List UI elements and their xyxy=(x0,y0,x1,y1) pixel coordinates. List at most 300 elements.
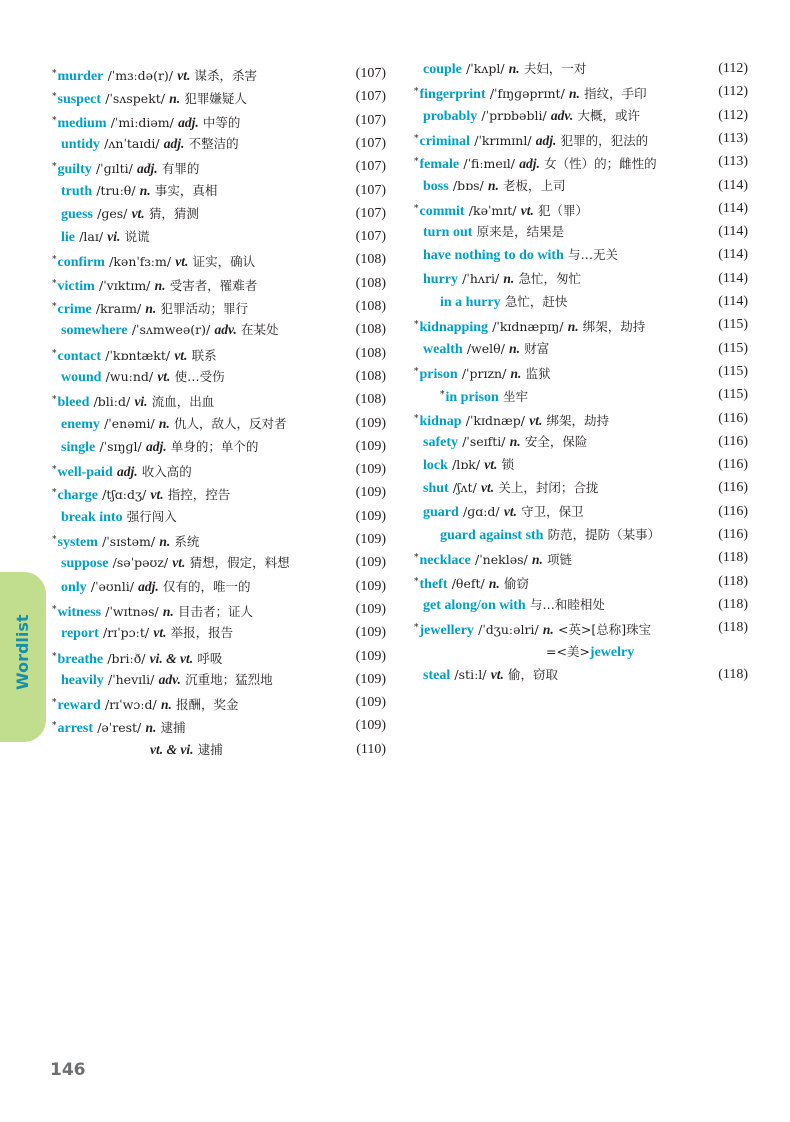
star-marker: * xyxy=(414,413,419,424)
entry-page-ref: (109) xyxy=(355,695,386,711)
star-marker: * xyxy=(414,576,419,587)
entry-word: suspect xyxy=(57,92,102,108)
entry-word: charge xyxy=(57,488,98,504)
star-marker: * xyxy=(414,203,419,214)
entry-head xyxy=(414,315,645,338)
wordlist-entry xyxy=(52,740,386,760)
entry-part-of-speech: vt. xyxy=(481,480,495,496)
entry-part-of-speech: vt. xyxy=(529,412,543,428)
entry-page-ref: (114) xyxy=(718,224,748,240)
entry-head xyxy=(52,577,251,598)
entry-word: turn out xyxy=(423,225,473,241)
star-marker: * xyxy=(414,366,419,377)
entry-part-of-speech: vt. xyxy=(172,555,186,571)
entry-head xyxy=(414,339,549,360)
entry-page-ref: (109) xyxy=(355,648,386,664)
entry-part-of-speech: adj. xyxy=(116,464,138,480)
entry-word: suppose xyxy=(61,556,109,572)
entry-page-ref: (115) xyxy=(718,317,748,333)
wordlist-entry xyxy=(414,618,748,638)
entry-head xyxy=(52,181,217,202)
entry-definition: 指控，控告 xyxy=(167,487,231,503)
wordlist-entry xyxy=(414,665,748,685)
entry-head xyxy=(414,269,581,290)
entry-phonetic: /ˈhʌri/ xyxy=(462,270,500,286)
entry-head xyxy=(414,152,657,175)
wordlist-entry xyxy=(52,320,386,340)
entry-definition: 犯（罪） xyxy=(538,202,589,218)
entry-definition: 报酬，奖金 xyxy=(176,697,239,713)
entry-head xyxy=(52,344,217,367)
entry-word: heavily xyxy=(61,672,104,688)
entry-definition: 流血，出血 xyxy=(151,394,215,410)
wordlist-entry xyxy=(52,204,386,224)
entry-phonetic: /ˈprɪzn/ xyxy=(461,365,507,381)
entry-part-of-speech: n. xyxy=(159,534,171,549)
entry-part-of-speech: vt. xyxy=(150,487,164,503)
entry-definition: <英>[总称]珠宝 xyxy=(557,622,652,638)
entry-word: medium xyxy=(57,115,107,131)
entry-head xyxy=(52,297,248,320)
entry-word: guard xyxy=(423,504,459,520)
entry-page-ref: (108) xyxy=(355,368,386,384)
entry-head xyxy=(414,502,584,523)
entry-part-of-speech: n. xyxy=(162,603,174,619)
entry-part-of-speech: adj. xyxy=(519,156,540,172)
entry-definition: 举报，报告 xyxy=(170,625,234,641)
entry-phonetic: /tʃɑːdʒ/ xyxy=(102,487,147,503)
entry-page-ref: (107) xyxy=(355,205,386,221)
entry-part-of-speech: n. xyxy=(531,552,543,568)
entry-definition: 财富 xyxy=(524,340,550,356)
entry-page-ref: (118) xyxy=(718,596,748,612)
wordlist-entry xyxy=(414,642,748,662)
entry-page-ref: (108) xyxy=(355,392,386,408)
entry-part-of-speech: adv. xyxy=(214,322,237,338)
entry-word: guilty xyxy=(57,162,92,178)
wordlist-entry xyxy=(414,82,748,102)
entry-page-ref: (109) xyxy=(355,508,386,524)
entry-part-of-speech: vi. xyxy=(134,394,148,410)
entry-definition: 犯罪活动；罪行 xyxy=(160,301,248,316)
entry-word: hurry xyxy=(423,271,458,287)
entry-page-ref: (109) xyxy=(355,438,386,454)
entry-word: lock xyxy=(423,458,448,474)
entry-definition: 原来是，结果是 xyxy=(476,224,565,240)
entry-head xyxy=(414,595,605,616)
entry-definition: 收入高的 xyxy=(141,464,192,480)
entry-definition: 防范，提防（某事） xyxy=(547,527,661,542)
entry-page-ref: (107) xyxy=(355,135,386,151)
entry-head xyxy=(414,222,564,243)
entry-part-of-speech: n. xyxy=(508,61,520,76)
entry-page-ref: (108) xyxy=(355,299,386,314)
entry-word: contact xyxy=(57,348,102,364)
entry-definition: 谋杀，杀害 xyxy=(194,68,258,83)
entry-page-ref: (109) xyxy=(355,415,386,431)
wordlist-entry xyxy=(52,390,386,410)
entry-phonetic: /ˈvɪktɪm/ xyxy=(99,277,151,293)
entry-head xyxy=(52,460,192,483)
entry-part-of-speech: adj. xyxy=(178,114,199,130)
entry-phonetic: /ˈsʌspekt/ xyxy=(105,91,166,107)
entry-phonetic: /ˈkɒntækt/ xyxy=(105,347,171,363)
entry-definition: 在某处 xyxy=(241,322,279,338)
entry-page-ref: (114) xyxy=(718,270,748,286)
wordlist-entry xyxy=(414,409,748,429)
entry-page-ref: (115) xyxy=(718,363,748,379)
entry-word: boss xyxy=(423,178,449,194)
wordlist-entry xyxy=(414,222,748,242)
entry-head xyxy=(414,82,647,105)
star-marker: * xyxy=(52,488,57,499)
entry-part-of-speech: vt. xyxy=(174,347,188,363)
entry-definition: 项链 xyxy=(547,552,573,568)
entry-phonetic: /lɒk/ xyxy=(452,457,481,473)
entry-phonetic: /θeft/ xyxy=(451,575,485,591)
entry-head xyxy=(52,250,255,273)
star-marker: * xyxy=(52,115,57,126)
entry-head xyxy=(414,642,634,663)
entry-definition: 绑架，劫持 xyxy=(582,319,646,335)
entry-phonetic: /ˈkrɪmɪnl/ xyxy=(474,132,532,148)
star-marker: * xyxy=(414,553,419,564)
entry-head xyxy=(414,129,648,152)
entry-part-of-speech: adj. xyxy=(138,578,159,594)
entry-head xyxy=(414,455,514,476)
entry-definition: 沉重地；猛烈地 xyxy=(185,671,273,687)
entry-word: enemy xyxy=(61,416,100,432)
wordlist-entry xyxy=(414,59,748,79)
entry-head xyxy=(52,623,233,644)
entry-part-of-speech: n. xyxy=(145,720,157,736)
entry-phonetic: /stiːl/ xyxy=(454,666,487,682)
entry-phonetic: /kəˈmɪt/ xyxy=(468,202,517,218)
entry-definition: 急忙，匆忙 xyxy=(518,270,581,286)
entry-part-of-speech: n. xyxy=(169,91,181,107)
wordlist-entry xyxy=(414,245,748,265)
entry-phonetic: /ˈmɜːdə(r)/ xyxy=(107,68,174,83)
entry-head xyxy=(52,87,247,110)
entry-word: breathe xyxy=(57,651,104,667)
entry-definition: 绑架，劫持 xyxy=(546,412,610,428)
entry-word: theft xyxy=(419,576,448,592)
entry-page-ref: (114) xyxy=(718,247,748,263)
wordlist-entry xyxy=(52,134,386,154)
entry-word: arrest xyxy=(57,721,93,737)
entry-part-of-speech: n. xyxy=(145,301,157,316)
entry-definition: 不整洁的 xyxy=(188,135,239,151)
entry-part-of-speech: n. xyxy=(488,575,500,591)
wordlist-entry xyxy=(414,385,748,405)
entry-head xyxy=(414,409,609,432)
entry-word: kidnap xyxy=(419,413,462,429)
wordlist-entry xyxy=(52,437,386,457)
entry-word: jewellery xyxy=(419,623,474,639)
entry-definition: 逮捕 xyxy=(197,741,223,757)
entry-definition: 证实，确认 xyxy=(192,254,256,270)
star-marker: * xyxy=(414,320,419,331)
entry-page-ref: (118) xyxy=(718,666,748,682)
entry-word: confirm xyxy=(57,255,105,271)
entry-head xyxy=(414,176,566,197)
entry-phonetic: /ˈseɪfti/ xyxy=(462,433,506,449)
entry-page-ref: (114) xyxy=(718,200,748,216)
entry-word: well-paid xyxy=(57,465,113,481)
entry-phonetic: /ˈɡɪlti/ xyxy=(95,161,133,177)
entry-definition: 守卫，保卫 xyxy=(521,503,584,519)
entry-head xyxy=(414,618,651,641)
wordlist-entry xyxy=(414,152,748,172)
entry-head xyxy=(414,548,572,571)
entry-page-ref: (107) xyxy=(355,66,386,81)
entry-page-ref: (116) xyxy=(718,433,748,449)
star-marker: * xyxy=(52,278,57,289)
entry-word: fingerprint xyxy=(419,87,486,103)
entry-word: somewhere xyxy=(61,323,128,339)
wordlist-entry xyxy=(414,502,748,522)
entry-page-ref: (116) xyxy=(718,410,748,426)
entry-part-of-speech: adv. xyxy=(158,671,181,687)
wordlist-entry xyxy=(52,250,386,270)
entry-word: untidy xyxy=(61,136,100,152)
entry-head xyxy=(414,106,640,127)
entry-head xyxy=(52,553,290,574)
entry-part-of-speech: vt. & vi. xyxy=(150,741,194,757)
star-marker: * xyxy=(414,133,419,144)
entry-page-ref: (107) xyxy=(355,159,386,175)
entry-phonetic: /əˈrest/ xyxy=(97,720,142,736)
entry-definition: 逮捕 xyxy=(160,720,186,736)
entry-phonetic: /kraɪm/ xyxy=(95,301,142,316)
wordlist-entry xyxy=(52,344,386,364)
entry-phonetic: /ˈkɪdnæpɪŋ/ xyxy=(492,319,564,335)
entry-definition: 强行闯入 xyxy=(126,508,177,524)
wordlist-entry xyxy=(414,362,748,382)
entry-page-ref: (108) xyxy=(355,252,386,268)
entry-head xyxy=(52,414,286,435)
entry-word: safety xyxy=(423,434,458,450)
entry-head xyxy=(52,227,150,248)
entry-part-of-speech: vt. xyxy=(490,666,504,682)
entry-word: couple xyxy=(423,62,462,77)
star-marker: * xyxy=(52,604,57,615)
entry-page-ref: (116) xyxy=(718,480,748,496)
entry-definition: 猜，猜测 xyxy=(148,205,199,221)
entry-page-ref: (107) xyxy=(355,89,386,105)
entry-head xyxy=(52,530,199,553)
star-marker: * xyxy=(52,465,57,476)
entry-definition: 偷窃 xyxy=(504,575,530,591)
entry-head xyxy=(52,483,230,506)
wordlist-entry xyxy=(414,315,748,335)
entry-phonetic: /ˈenəmi/ xyxy=(104,415,155,431)
entry-phonetic: /bɒs/ xyxy=(452,177,484,193)
entry-head xyxy=(52,600,253,623)
entry-definition: 与…无关 xyxy=(568,247,619,263)
wordlist-entry xyxy=(52,483,386,503)
entry-part-of-speech: vt. xyxy=(153,625,167,641)
wordlist-entry xyxy=(414,292,748,312)
entry-definition: 老板，上司 xyxy=(503,177,566,193)
entry-head xyxy=(52,693,239,716)
star-marker: * xyxy=(52,698,57,709)
wordlist-entry xyxy=(414,269,748,289)
entry-word: shut xyxy=(423,481,449,497)
wordlist-tab-label: Wordlist xyxy=(13,614,32,690)
wordlist-entry xyxy=(414,106,748,126)
entry-definition: 事实，真相 xyxy=(154,182,218,198)
entry-definition: 夫妇，一对 xyxy=(523,61,587,76)
entry-part-of-speech: n. xyxy=(139,182,151,198)
entry-head xyxy=(414,199,588,222)
entry-head xyxy=(52,670,273,691)
entry-phonetic: /ɡes/ xyxy=(97,205,128,221)
wordlist-entry xyxy=(52,297,386,317)
entry-definition: 呼吸 xyxy=(197,650,223,666)
entry-page-ref: (109) xyxy=(355,485,386,501)
entry-phonetic: /ˈsɪstəm/ xyxy=(102,534,156,549)
entry-part-of-speech: adj. xyxy=(163,135,185,151)
entry-phonetic: /rɪˈpɔːt/ xyxy=(103,625,150,641)
star-marker: * xyxy=(52,302,57,312)
entry-word: single xyxy=(61,439,96,455)
star-marker: * xyxy=(52,348,57,359)
entry-head xyxy=(414,572,529,595)
star-marker: * xyxy=(52,535,57,545)
entry-page-ref: (116) xyxy=(718,503,748,519)
entry-head xyxy=(52,134,239,155)
entry-definition: 大概，或许 xyxy=(577,107,640,123)
wordlist-entry xyxy=(52,647,386,667)
entry-phonetic: /ˈsɪŋɡl/ xyxy=(99,438,142,454)
entry-page-ref: (112) xyxy=(718,84,748,100)
star-marker: * xyxy=(440,390,445,401)
entry-part-of-speech: vt. xyxy=(131,205,145,221)
entry-definition: 目击者；证人 xyxy=(178,603,254,619)
entry-page-ref: (114) xyxy=(718,294,748,309)
entry-word: witness xyxy=(57,604,102,620)
wordlist-entry xyxy=(414,525,748,545)
entry-page-ref: (112) xyxy=(718,107,748,123)
entry-definition: 说谎 xyxy=(124,229,150,245)
entry-definition: 偷，窃取 xyxy=(508,666,559,682)
entry-phonetic: /wuːnd/ xyxy=(105,368,154,384)
entry-page-ref: (108) xyxy=(355,275,386,291)
entry-page-ref: (118) xyxy=(718,550,748,566)
entry-phonetic: /ˈhevɪli/ xyxy=(107,671,155,687)
entry-definition: 使…受伤 xyxy=(174,368,225,384)
entry-word: steal xyxy=(423,667,451,683)
entry-head xyxy=(52,274,257,297)
entry-part-of-speech: vi. & vt. xyxy=(149,650,194,666)
entry-part-of-speech: adj. xyxy=(535,132,557,148)
entry-word: probably xyxy=(423,108,478,124)
entry-definition: 急忙，赶快 xyxy=(504,294,568,309)
entry-definition: 仇人，敌人，反对者 xyxy=(173,415,287,431)
wordlist-entry xyxy=(52,670,386,690)
entry-page-ref: (118) xyxy=(718,573,748,589)
entry-head xyxy=(414,292,567,313)
entry-page-ref: (113) xyxy=(718,130,748,146)
entry-phonetic: /truːθ/ xyxy=(96,182,136,198)
entry-word: truth xyxy=(61,183,93,199)
entry-page-ref: (107) xyxy=(355,229,386,245)
entry-word: jewelry xyxy=(589,644,635,660)
entry-phonetic: /ˈdʒuːəlri/ xyxy=(478,622,539,638)
entry-definition: 坐牢 xyxy=(503,389,529,405)
page-number: 146 xyxy=(50,1060,86,1080)
entry-word: female xyxy=(419,157,460,173)
entry-part-of-speech: vt. xyxy=(503,503,517,519)
entry-part-of-speech: n. xyxy=(569,86,580,102)
wordlist-entry xyxy=(52,507,386,527)
entry-word: have nothing to do with xyxy=(423,248,564,264)
wordlist-entry xyxy=(52,367,386,387)
wordlist-entry xyxy=(52,530,386,550)
entry-definition: 受害者，罹难者 xyxy=(169,277,258,293)
wordlist-entry xyxy=(52,577,386,597)
entry-page-ref: (114) xyxy=(718,177,748,193)
entry-word: lie xyxy=(61,230,75,246)
entry-part-of-speech: n. xyxy=(509,340,521,356)
entry-definition: 女（性）的；雌性的 xyxy=(544,156,657,172)
entry-phonetic: /bliːd/ xyxy=(93,394,131,410)
entry-word: report xyxy=(61,626,99,642)
entry-phonetic: /səˈpəʊz/ xyxy=(112,555,169,571)
entry-definition: 猜想，假定，料想 xyxy=(189,555,290,571)
wordlist-entry xyxy=(52,227,386,247)
entry-definition: 安全，保险 xyxy=(524,433,588,449)
wordlist-entry xyxy=(52,87,386,107)
entry-page-ref: (109) xyxy=(355,718,386,734)
star-marker: * xyxy=(52,255,57,266)
entry-phonetic: /ˈfiːmeɪl/ xyxy=(463,156,516,172)
wordlist-entry xyxy=(414,176,748,196)
wordlist-entry xyxy=(52,460,386,480)
entry-page-ref: (107) xyxy=(355,182,386,198)
entry-head xyxy=(52,647,222,670)
entry-head xyxy=(414,245,618,266)
wordlist-entry xyxy=(52,274,386,294)
wordlist-entry xyxy=(414,595,748,615)
entry-page-ref: (108) xyxy=(355,345,386,361)
entry-page-ref: (109) xyxy=(355,578,386,594)
entry-head xyxy=(414,665,558,686)
entry-phonetic: /ˈmiːdiəm/ xyxy=(110,114,174,130)
entry-phonetic: /ˈfɪŋɡəprɪnt/ xyxy=(489,86,565,102)
entry-page-ref: (109) xyxy=(355,671,386,687)
entry-page-ref: (109) xyxy=(355,601,386,617)
entry-word: guess xyxy=(61,206,93,222)
entry-definition: 犯罪的，犯法的 xyxy=(560,132,649,148)
entry-word: criminal xyxy=(419,133,471,149)
entry-definition: 与…和睦相处 xyxy=(529,596,605,612)
entry-part-of-speech: n. xyxy=(510,365,522,381)
entry-definition: 指纹，手印 xyxy=(584,86,647,102)
wordlist-entry xyxy=(52,181,386,201)
entry-word: commit xyxy=(419,203,465,219)
entry-definition: 联系 xyxy=(191,347,217,363)
wordlist-entry xyxy=(52,64,386,84)
entry-head xyxy=(414,59,586,80)
entry-part-of-speech: adj. xyxy=(145,438,167,454)
entry-page-ref: (109) xyxy=(355,625,386,641)
entry-word: bleed xyxy=(57,395,90,411)
entry-definition: 中等的 xyxy=(202,114,241,130)
entry-phonetic: /ʌnˈtaɪdi/ xyxy=(104,135,160,151)
entry-page-ref: (113) xyxy=(718,154,748,170)
